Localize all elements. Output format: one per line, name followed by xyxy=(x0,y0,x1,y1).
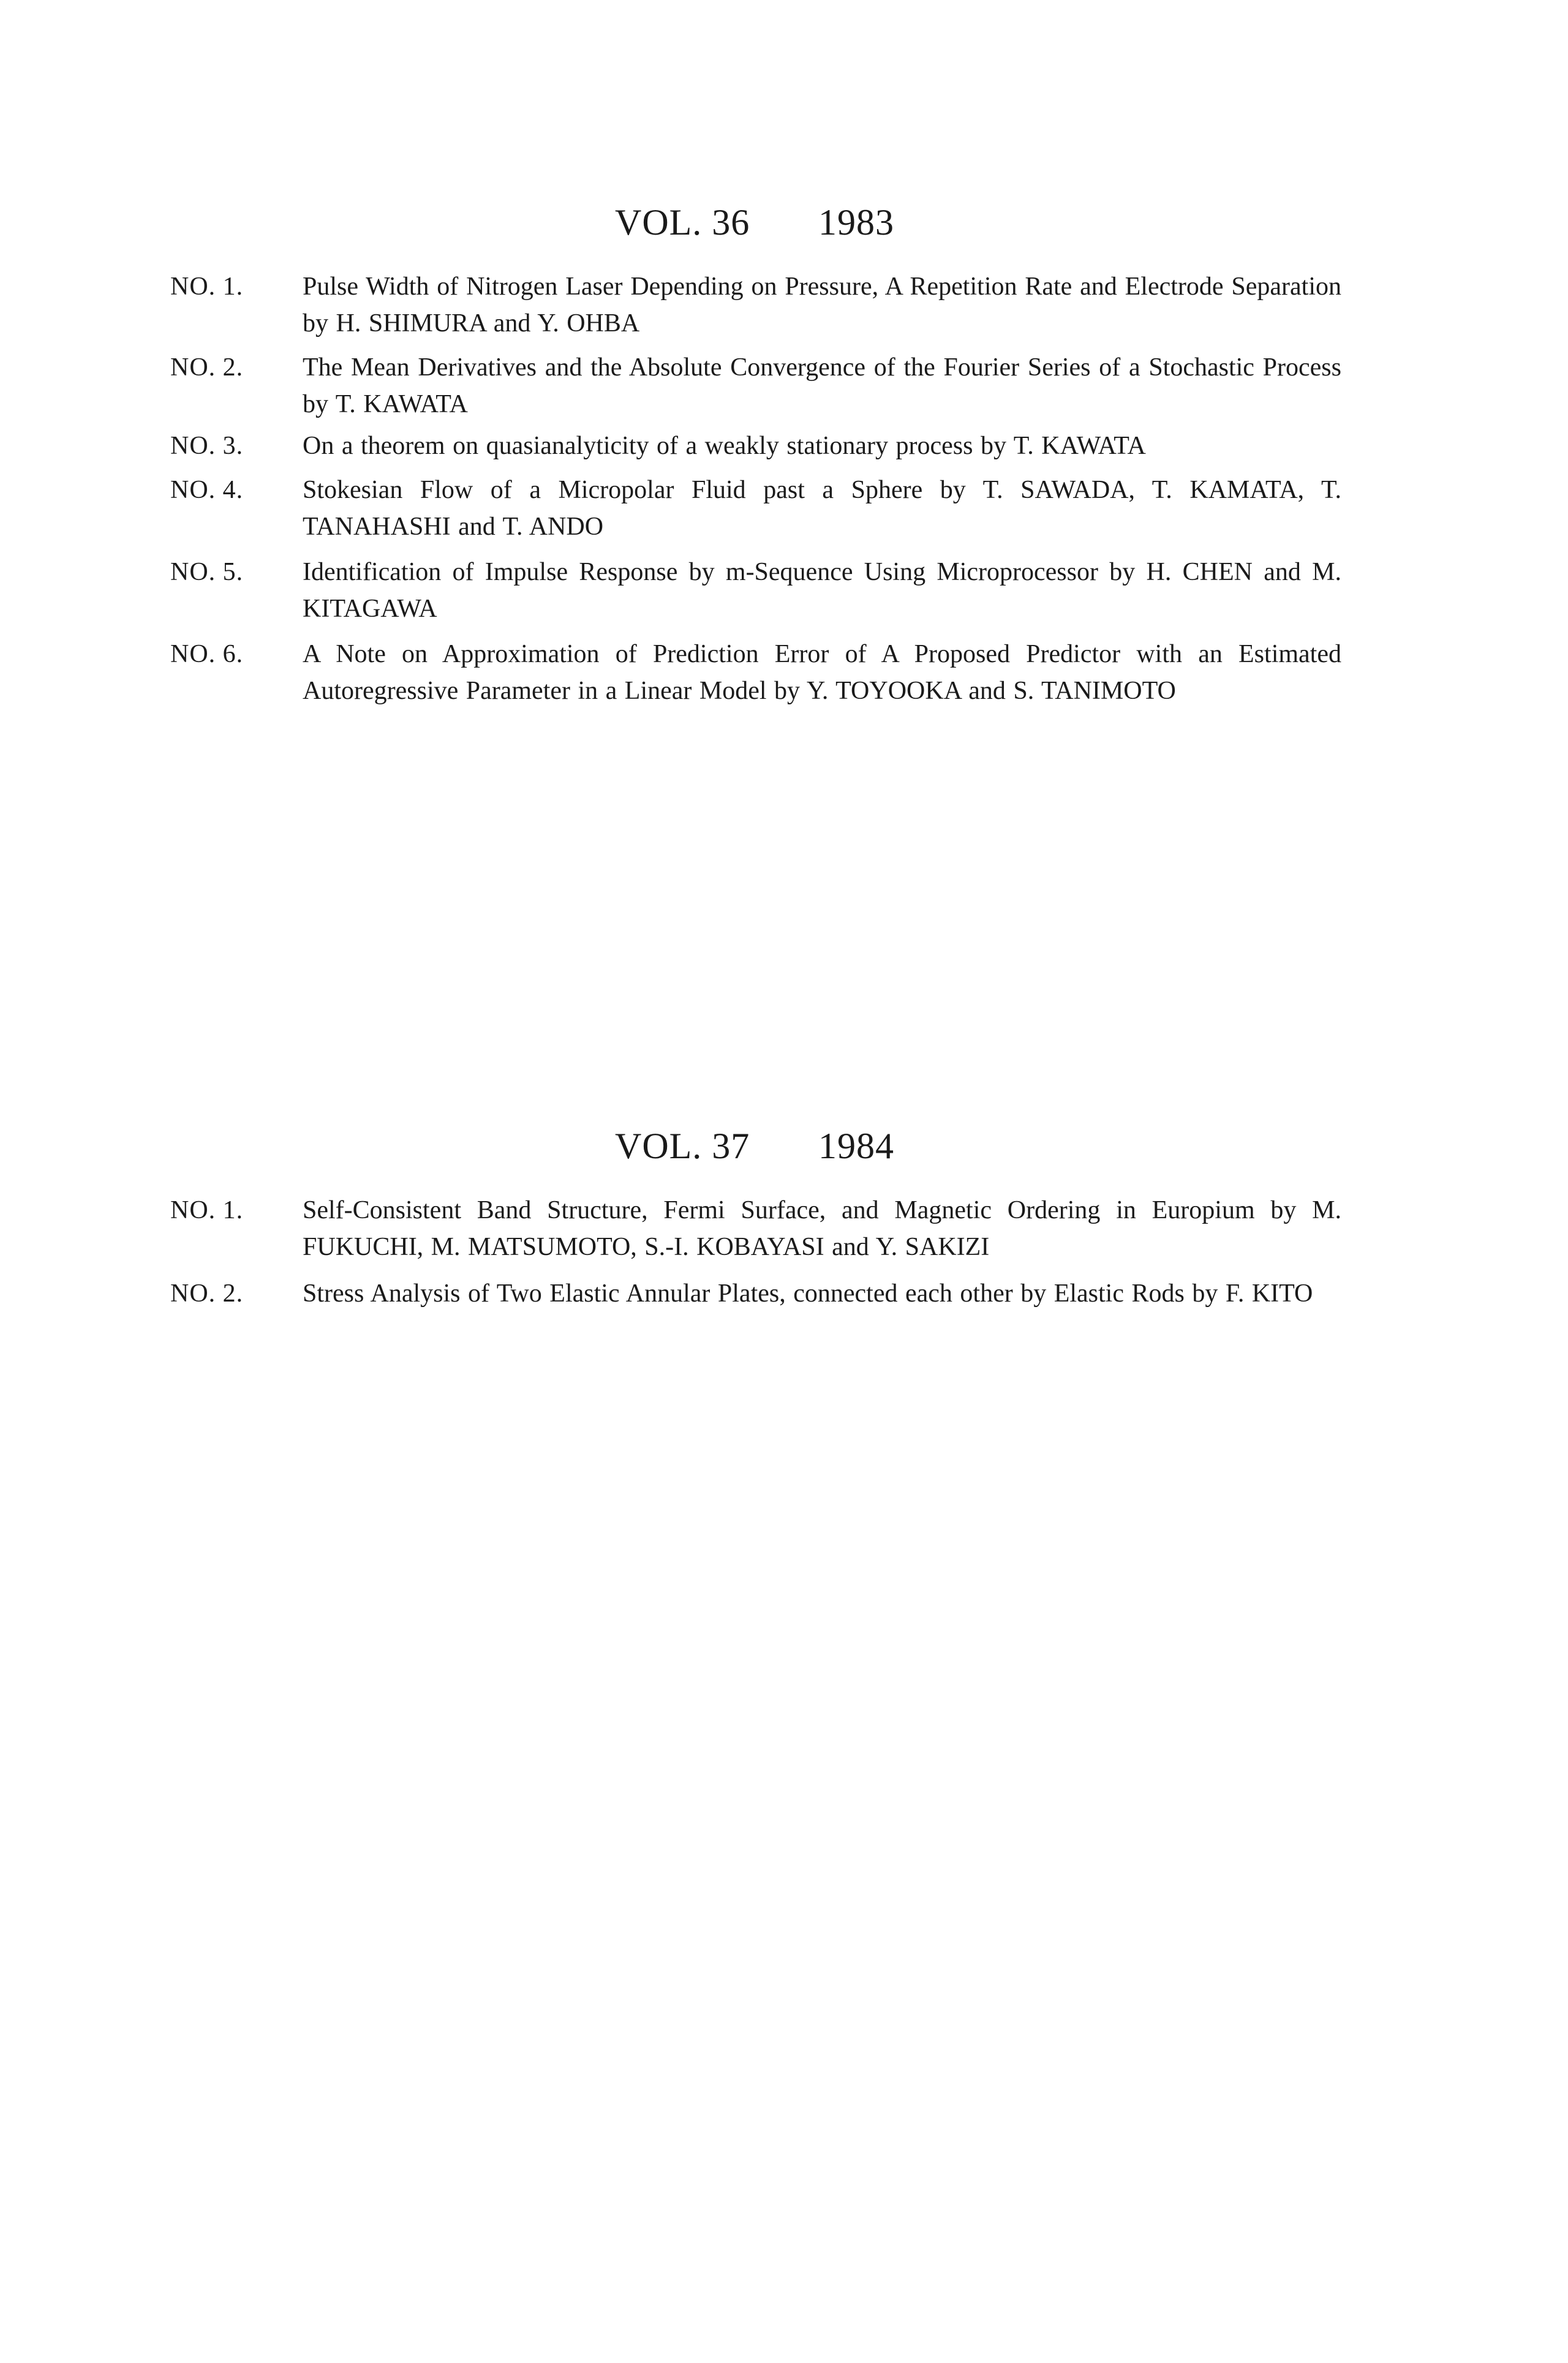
entry-list xyxy=(0,1192,1568,1312)
entry-number: NO. 3. xyxy=(170,432,244,460)
list-item xyxy=(0,472,1568,545)
list-item xyxy=(0,1192,1568,1265)
entry-number: NO. 1. xyxy=(170,1196,244,1224)
volume-year: 1984 xyxy=(818,1126,894,1166)
volume-label: VOL. 36 xyxy=(615,202,750,243)
entry-number: NO. 6. xyxy=(170,640,244,668)
volume-heading xyxy=(0,195,1568,250)
list-item xyxy=(0,636,1568,709)
entry-number: NO. 5. xyxy=(170,558,244,586)
entry-title: On a theorem on quasianalyticity of a weakly stationary process by T. KAWATA xyxy=(303,432,1146,460)
volume-year: 1983 xyxy=(818,202,894,243)
list-item xyxy=(0,349,1568,423)
entry-number: NO. 4. xyxy=(170,476,244,504)
entry-list xyxy=(0,268,1568,709)
volume-section-37 xyxy=(0,1118,1568,1312)
list-item xyxy=(0,268,1568,342)
list-item xyxy=(0,1275,1568,1312)
entry-title: Stress Analysis of Two Elastic Annular Plates, connected each other by Elastic Rods by F. KITO xyxy=(303,1279,1313,1308)
entry-number: NO. 2. xyxy=(170,353,244,382)
volume-section-36 xyxy=(0,195,1568,709)
volume-heading xyxy=(0,1118,1568,1174)
entry-title: Pulse Width of Nitrogen Laser Depending on Pressure, A Repetition Rate and Electrode Separation by H. SHIMURA and Y. OHBA xyxy=(303,273,1341,337)
list-item xyxy=(0,554,1568,627)
entry-title: The Mean Derivatives and the Absolute Convergence of the Fourier Series of a Stochastic Process by T. KAWATA xyxy=(303,353,1341,418)
entry-title: Identification of Impulse Response by m-Sequence Using Microprocessor by H. CHEN and M. KITAGAWA xyxy=(303,558,1341,623)
volume-label: VOL. 37 xyxy=(615,1126,750,1166)
entry-title: Self-Consistent Band Structure, Fermi Surface, and Magnetic Ordering in Europium by M. FUKUCHI, M. MATSUMOTO, S.-I. KOBAYASI and Y. SAKIZI xyxy=(303,1196,1341,1261)
list-item xyxy=(0,428,1568,464)
entry-title: Stokesian Flow of a Micropolar Fluid past a Sphere by T. SAWADA, T. KAMATA, T. TANAHASHI and T. ANDO xyxy=(303,476,1341,541)
entry-title: A Note on Approximation of Prediction Error of A Proposed Predictor with an Estimated Autoregressive Parameter in a Linear Model by Y. TOYOOKA and S. TANIMOTO xyxy=(303,640,1341,705)
entry-number: NO. 2. xyxy=(170,1279,244,1308)
entry-number: NO. 1. xyxy=(170,273,244,301)
